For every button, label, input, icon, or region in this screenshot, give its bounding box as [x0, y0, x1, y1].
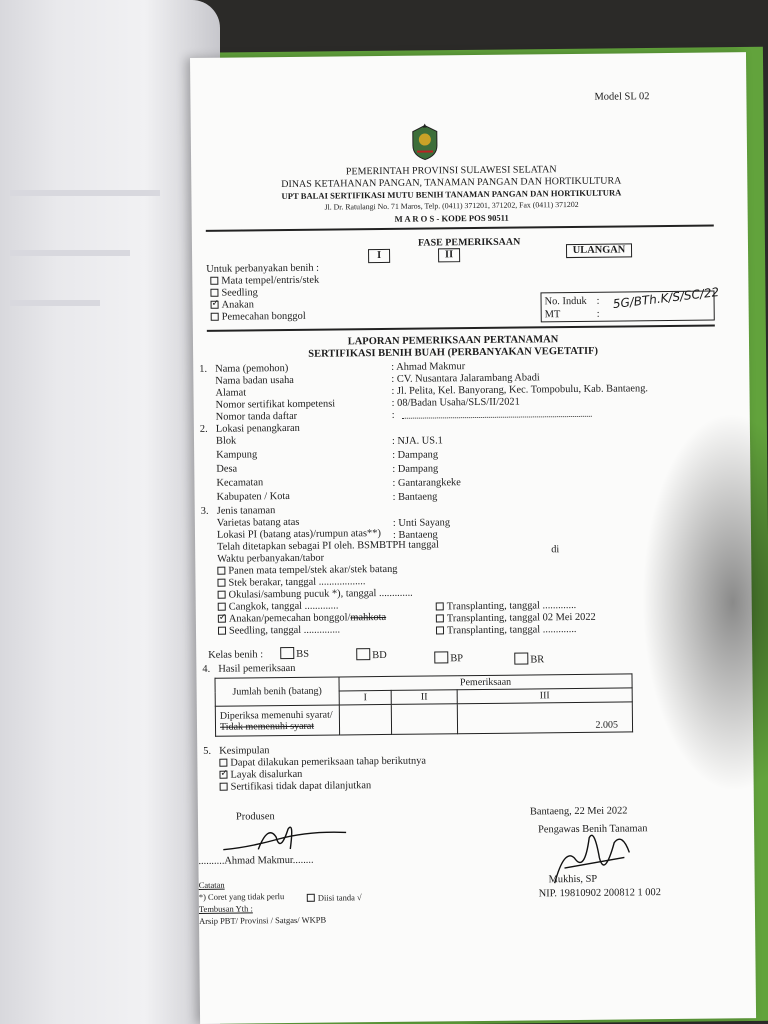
- s2-num: 2.: [199, 423, 208, 435]
- checkbox: [210, 277, 218, 285]
- produsen-label: Produsen: [235, 811, 275, 823]
- col-pemeriksaan: Pemeriksaan: [339, 674, 632, 691]
- header-line5: M A R O S - KODE POS 90511: [394, 212, 509, 224]
- fase-box-i: I: [368, 249, 390, 263]
- s2-value: : NJA. US.1: [391, 435, 443, 447]
- waktu-option: Okulasi/sambung pucuk *), tanggal .............: [218, 588, 413, 601]
- s3-title: Jenis tanaman: [216, 505, 276, 517]
- checkbox: [218, 591, 226, 599]
- checkbox: [436, 602, 444, 610]
- s1-value: : 08/Badan Usaha/SLS/II/2021: [391, 396, 520, 409]
- header-line2: DINAS KETAHANAN PANGAN, TANAMAN PANGAN DAN HORTIKULTURA: [281, 175, 622, 191]
- kelas-option: BS: [280, 647, 309, 660]
- s1-num: 1.: [199, 363, 208, 375]
- model-code: Model SL 02: [594, 91, 650, 103]
- province-emblem-icon: [409, 123, 441, 161]
- checkbox: [217, 567, 225, 575]
- waktu-option: ✓Anakan/pemecahan bonggol/mahkota: [218, 612, 386, 625]
- perbanyakan-option: ✓Anakan: [211, 299, 254, 310]
- waktu-option: Stek berakar, tanggal ..................: [217, 576, 365, 589]
- checkbox-checked: [218, 615, 226, 623]
- s2-value: : Dampang: [392, 449, 439, 461]
- waktu-option: Seedling, tanggal ..............: [218, 624, 340, 636]
- s2-label: Blok: [215, 435, 237, 447]
- kesimpulan-option: Dapat dilakukan pemeriksaan tahap berikutnya: [219, 756, 426, 769]
- checkbox: [280, 647, 294, 659]
- kelas-option: BP: [434, 651, 463, 664]
- s2-label: Kecamatan: [216, 477, 264, 489]
- s2-title: Lokasi penangkaran: [215, 422, 300, 435]
- ditetapkan-text: Telah ditetapkan sebagai PI oleh. BSMBTPH tanggal: [217, 539, 439, 553]
- checkbox: [218, 627, 226, 635]
- col-ii: II: [391, 690, 457, 705]
- col-i: I: [339, 690, 391, 705]
- inspector-name: Mukhis, SP: [548, 873, 598, 886]
- s2-label: Kabupaten / Kota: [216, 490, 290, 503]
- perbanyakan-title: Untuk perbanyakan benih :: [206, 262, 320, 275]
- col-iii: III: [457, 688, 632, 704]
- perbanyakan-option: Pemecahan bonggol: [211, 311, 306, 323]
- catatan-title: Catatan: [198, 879, 225, 890]
- mt-label: MT: [544, 309, 561, 321]
- checkbox-checked: [211, 301, 219, 309]
- lokasi-label: Lokasi PI (batang atas)/rumpun atas**): [216, 528, 381, 541]
- produsen-signature-icon: [218, 818, 348, 859]
- header-divider: [206, 225, 714, 232]
- mt-sep: :: [596, 308, 600, 320]
- s1-label: Nama badan usaha: [215, 374, 294, 387]
- cell-iii: 2.005: [457, 702, 632, 734]
- s1-label: Nomor sertifikat kompetensi: [215, 398, 336, 411]
- s5-num: 5.: [203, 745, 212, 757]
- s1-value: : CV. Nusantara Jalarambang Abadi: [391, 372, 540, 385]
- kelas-option: BR: [514, 652, 544, 665]
- perbanyakan-option: Mata tempel/entris/stek: [210, 275, 319, 287]
- induk-sep: :: [596, 295, 600, 307]
- di-text: di: [551, 544, 560, 556]
- inspector-nip: NIP. 19810902 200812 1 002: [538, 887, 661, 900]
- place-date: Bantaeng, 22 Mei 2022: [529, 805, 628, 818]
- s2-label: Kampung: [216, 449, 258, 461]
- fase-title: FASE PEMERIKSAAN: [417, 236, 521, 249]
- report-subtitle: SERTIFIKASI BENIH BUAH (PERBANYAKAN VEGETATIF): [308, 345, 599, 360]
- kelas-option: BD: [356, 648, 387, 661]
- col-jumlah: Jumlah benih (batang): [215, 677, 339, 706]
- induk-label: No. Induk: [544, 295, 587, 308]
- dotted-line: [402, 408, 592, 419]
- waktu-option: Panen mata tempel/stek akar/stek batang: [217, 564, 397, 577]
- s1-value: : Jl. Pelita, Kel. Banyorang, Kec. Tompobulu, Kab. Bantaeng.: [391, 383, 649, 397]
- inspector-role: Pengawas Benih Tanaman: [538, 823, 648, 836]
- checkbox: [219, 759, 227, 767]
- perbanyakan-option: Seedling: [210, 287, 257, 298]
- catatan-diisi: Diisi tanda √: [307, 892, 362, 903]
- s1-label: Nomor tanda daftar: [215, 410, 298, 423]
- kelas-label: Kelas benih :: [208, 649, 264, 661]
- header-line3: UPT BALAI SERTIFIKASI MUTU BENIH TANAMAN PANGAN DAN HORTIKULTURA: [281, 187, 622, 202]
- s4-num: 4.: [202, 663, 211, 675]
- varietas-label: Varietas batang atas: [216, 516, 300, 529]
- transplanting-option: Transplanting, tanggal .............: [436, 624, 577, 636]
- row-label: Diperiksa memenuhi syarat/ Tidak memenuhi syarat: [215, 705, 339, 736]
- checkbox: [436, 614, 444, 622]
- s1-value: :: [391, 409, 395, 421]
- checkbox-checked: [219, 771, 227, 779]
- s3-num: 3.: [200, 505, 209, 517]
- checkbox: [217, 579, 225, 587]
- checkbox: [434, 651, 448, 663]
- s4-title: Hasil pemeriksaan: [218, 662, 296, 675]
- s1-label: Nama (pemohon): [215, 362, 289, 375]
- waktu-label: Waktu perbanyakan/tabor: [217, 552, 325, 565]
- lokasi-value: : Bantaeng: [392, 529, 438, 541]
- checkbox: [514, 652, 528, 664]
- induk-handwritten: 5G/BTh.K/S/SC/22: [612, 284, 720, 312]
- fase-box-ulangan: ULANGAN: [566, 243, 632, 258]
- cell-i: [339, 704, 391, 735]
- checkbox: [307, 894, 315, 902]
- section-divider: [207, 325, 715, 332]
- fase-box-ii: II: [438, 248, 460, 262]
- checkbox: [211, 313, 219, 321]
- s1-value: : Ahmad Makmur: [391, 361, 466, 373]
- catatan-coret: *) Coret yang tidak perlu: [198, 891, 285, 902]
- arsip-text: Arsip PBT/ Provinsi / Satgas/ WKPB: [198, 914, 327, 926]
- left-page: [0, 0, 220, 1024]
- checkbox: [210, 289, 218, 297]
- header-line1: PEMERINTAH PROVINSI SULAWESI SELATAN: [345, 164, 557, 178]
- checkbox: [356, 648, 370, 660]
- s5-title: Kesimpulan: [219, 745, 270, 757]
- s2-value: : Dampang: [392, 463, 439, 475]
- document-sheet: [190, 52, 756, 1024]
- s2-value: : Gantarangkeke: [392, 477, 461, 489]
- s1-label: Alamat: [215, 387, 247, 399]
- checkbox: [436, 626, 444, 634]
- transplanting-option: Transplanting, tanggal .............: [436, 600, 577, 612]
- checkbox: [220, 783, 228, 791]
- header-line4: Jl. Dr. Ratulangi No. 71 Maros, Telp. (0411) 371201, 371202, Fax (0411) 371202: [324, 199, 579, 212]
- checkbox: [218, 603, 226, 611]
- table-row: [215, 702, 632, 736]
- shadow-overlay: [640, 412, 768, 793]
- varietas-value: : Unti Sayang: [392, 517, 451, 529]
- kesimpulan-option: ✓Layak disalurkan: [219, 769, 302, 781]
- tembusan-label: Tembusan Yth :: [198, 903, 253, 914]
- transplanting-option: Transplanting, tanggal 02 Mei 2022: [436, 612, 596, 625]
- report-title: LAPORAN PEMERIKSAAN PERTANAMAN: [347, 334, 559, 348]
- s2-label: Desa: [216, 463, 238, 475]
- s2-value: : Bantaeng: [392, 491, 438, 503]
- produsen-name: ..........Ahmad Makmur........: [198, 854, 314, 867]
- hasil-table: [214, 673, 633, 736]
- cell-ii: [391, 704, 457, 735]
- waktu-option: Cangkok, tanggal .............: [218, 600, 339, 612]
- kesimpulan-option: Sertifikasi tidak dapat dilanjutkan: [220, 780, 372, 793]
